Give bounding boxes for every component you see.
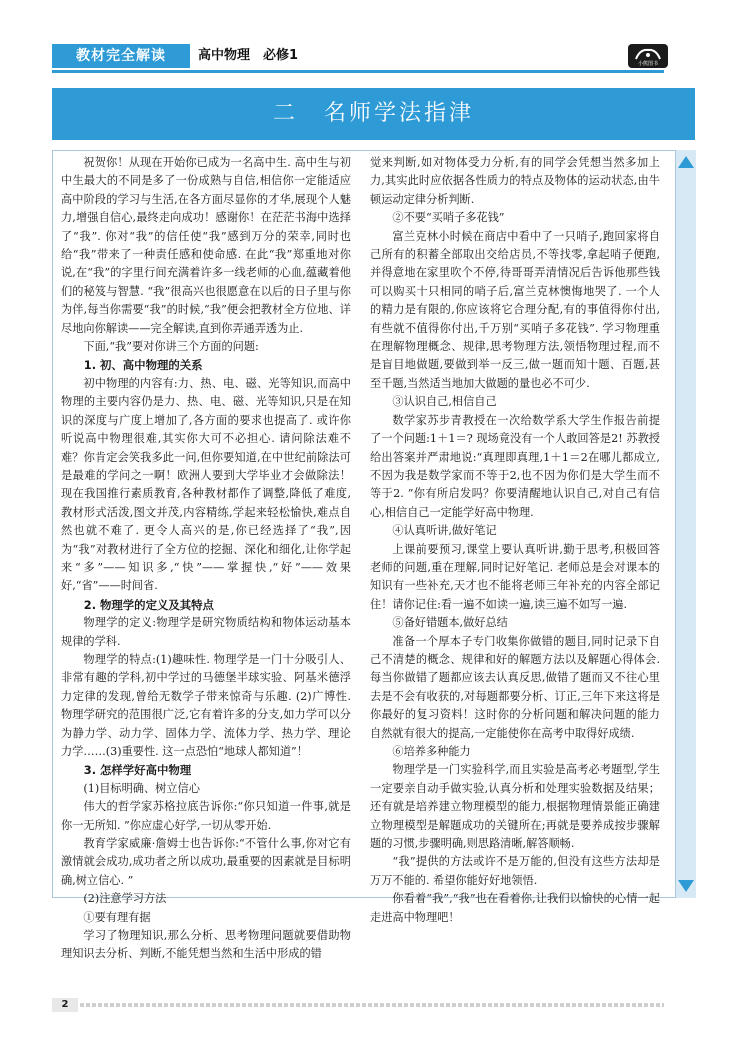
scrollbar[interactable] bbox=[676, 150, 696, 898]
scroll-up-arrow-icon[interactable] bbox=[678, 156, 694, 168]
subheading: ⑥培养多种能力 bbox=[392, 745, 471, 758]
paragraph: 物理学的定义:物理学是研究物质结构和物体运动基本规律的学科. bbox=[61, 616, 351, 648]
page-footer bbox=[52, 998, 664, 1012]
page-number: 2 bbox=[52, 998, 78, 1012]
paragraph: 祝贺你！从现在开始你已成为一名高中生. 高中生与初中生最大的不同是多了一份成熟与自信,相信你一定能适应高中阶段的学习与生活,在各方面尽显你的才华,展现个人魅力,增强自信心,最终走向成功！感谢你！在茫茫书海中选择了“我”. 你对“我”的信任使“我”感到万分的荣幸,同时也给“我”带来了一种责任感和使命感. 在此“我”郑重地对你说,在“我”的字里行间充满着许多一线老师的心血,蕴藏着他们的秘笈与智慧. “我”很高兴也很愿意在以后的日子里与你为伴,每当你需要“我”的时候,“我”便会把教材全方位地、详尽地向你解读——完全解读,直到你弄通弄透为止. bbox=[61, 156, 351, 335]
section-heading: 2. 物理学的定义及其特点 bbox=[83, 597, 214, 612]
paragraph: 初中物理的内容有:力、热、电、磁、光等知识,而高中物理的主要内容仍是力、热、电、磁、光等知识,只是在知识的深度与广度上增加了,各方面的要求也提高了. 或许你听说高中物理很难,其实你大可不必担心. 请问除法难不难？你肯定会笑我多此一问,但你要知道,在中世纪前除法可是最难的学问之一啊！欧洲人要到大学毕业才会做除法！现在我国推行素质教育,各种教材都作了调整,降低了难度,教材形式活泼,图文并茂,内容精练,学起来轻松愉快,难点自然也就不难了. 更令人高兴的是,你已经选择了“我”,因为“我”对教材进行了全方位的挖掘、深化和细化,让你学起来“多”——知识多,“快”——掌握快,“好”——效果好,“省”——时间省. bbox=[61, 376, 351, 593]
section-heading: 1. 初、高中物理的关系 bbox=[83, 358, 203, 373]
paragraph: 觉来判断,如对物体受力分析,有的同学会凭想当然多加上力,其实此时应依据各性质力的特点及物体的运动状态,由牛顿运动定律分析判断. bbox=[370, 156, 660, 206]
publisher-logo bbox=[628, 44, 668, 68]
paragraph: 准备一个厚本子专门收集你做错的题目,同时记录下自己不清楚的概念、规律和好的解题方法以及解题心得体会. 每当你做错了题都应该去认真反思,做错了题而又不往心里去是不会有收获的,对每题都要分析、订正,三年下来这将是你最好的复习资料！这时你的分析问题和解决问题的能力自然就有很大的提高,一定能使你在高考中取得好成绩. bbox=[370, 634, 660, 740]
header-series-tag: 教材完全解读 bbox=[52, 44, 190, 68]
article-body bbox=[52, 150, 676, 961]
header-book-title: 高中物理 必修1 bbox=[198, 48, 299, 63]
paragraph: 物理学是一门实验科学,而且实验是高考必考题型,学生一定要亲自动手做实验,认真分析和处理实验数据及结果；还有就是培养建立物理模型的能力,根据物理情景能正确建立物理模型是解题成功的关键所在;再就是要养成按步骤解题的习惯,步骤明确,则思路清晰,解答顺畅. bbox=[370, 763, 660, 851]
paragraph: 数学家苏步青教授在一次给数学系大学生作报告前提了一个问题:1＋1＝? 现场竟没有一个人敢回答是2! 苏教授给出答案并严肃地说:“真理即真理,1＋1＝2在哪儿都成立,不因为我是数学家而不等于2,也不因为你们是大学生而不等于2. ”你有所启发吗？你要清醒地认识自己,对自己有信心,相信自己一定能学好高中物理. bbox=[370, 413, 660, 519]
subheading: ④认真听讲,做好笔记 bbox=[392, 524, 497, 538]
footer-rule bbox=[80, 1003, 664, 1007]
paragraph: 上课前要预习,课堂上要认真听讲,勤于思考,积极回答老师的问题,重在理解,同时记好笔记. 老师总是会对课本的知识有一些补充,天才也不能将老师三年补充的内容全部记住！请你记住:看一遍不如读一遍,读三遍不如写一遍. bbox=[370, 542, 660, 611]
section-title-text: 名师学法指津 bbox=[324, 101, 475, 126]
paragraph: 物理学的特点:(1)趣味性. 物理学是一门十分吸引人、非常有趣的学科,初中学过的马德堡半球实验、阿基米德浮力定律的发现,曾给无数学子带来惊奇与乐趣. (2)广博性. 物理学研究的范围很广泛,它有着许多的分支,如力学可以分为静力学、动力学、固体力学、流体力学、热力学、理论力学……(3)重要性. 这一点恐怕“地球人都知道”！ bbox=[61, 652, 351, 758]
subheading: ①要有理有据 bbox=[83, 910, 151, 924]
paragraph: 学习了物理知识,那么分析、思考物理问题就要借助物理知识去分析、判断,不能凭想当然和生活中形成的错 bbox=[61, 929, 351, 961]
subheading: ③认识自己,相信自己 bbox=[392, 395, 497, 409]
subheading: (1)目标明确、树立信心 bbox=[83, 781, 200, 795]
subheading: ⑤备好错题本,做好总结 bbox=[392, 616, 508, 630]
paragraph: 伟大的哲学家苏格拉底告诉你:“你只知道一件事,就是你一无所知. ”你应虚心好学,一切从零开始. bbox=[61, 800, 351, 832]
paragraph: “我”提供的方法或许不是万能的,但没有这些方法却是万万不能的. 希望你能好好地领悟. bbox=[370, 855, 660, 887]
logo-text: 小熊图书 bbox=[637, 61, 658, 67]
left-column bbox=[61, 154, 351, 964]
subheading: ②不要“买哨子多花钱” bbox=[392, 211, 505, 225]
paragraph: 教育学家威廉·詹姆士也告诉你:“不管什么事,你对它有激情就会成功,成功者之所以成功,最重要的因素就是目标明确,树立信心. ” bbox=[61, 837, 351, 887]
bear-logo-icon bbox=[634, 47, 662, 61]
section-title-bar bbox=[52, 88, 695, 140]
page-header bbox=[52, 44, 664, 68]
paragraph: 下面,“我”要对你讲三个方面的问题: bbox=[83, 340, 259, 354]
subheading: (2)注意学习方法 bbox=[83, 892, 167, 906]
right-column bbox=[370, 154, 660, 927]
paragraph: 富兰克林小时候在商店中看中了一只哨子,跑回家将自己所有的积蓄全部取出交给店员,不等找零,拿起哨子便跑,并得意地在家里吹个不停,待哥哥弄清情况后告诉他那些钱可以购买十只相同的哨子后,富兰克林懊悔地哭了. 一个人的精力是有限的,你应该将它合理分配,有的事值得你付出,有些就不值得你付出,千万别“买哨子多花钱”. 学习物理重在理解物理概念、规律,思考物理方法,领悟物理过程,而不是盲目地做题,要做到举一反三,做一题而知十题、百题,甚至千题,当然适当地加大做题的量也必不可少. bbox=[370, 229, 660, 390]
scroll-down-arrow-icon[interactable] bbox=[678, 880, 694, 892]
paragraph: 你看着“我”,“我”也在看着你,让我们以愉快的心情一起走进高中物理吧！ bbox=[370, 892, 660, 924]
header-rule bbox=[52, 70, 664, 73]
section-title bbox=[52, 88, 695, 140]
section-number: 二 bbox=[272, 101, 298, 126]
section-heading: 3. 怎样学好高中物理 bbox=[83, 763, 192, 778]
